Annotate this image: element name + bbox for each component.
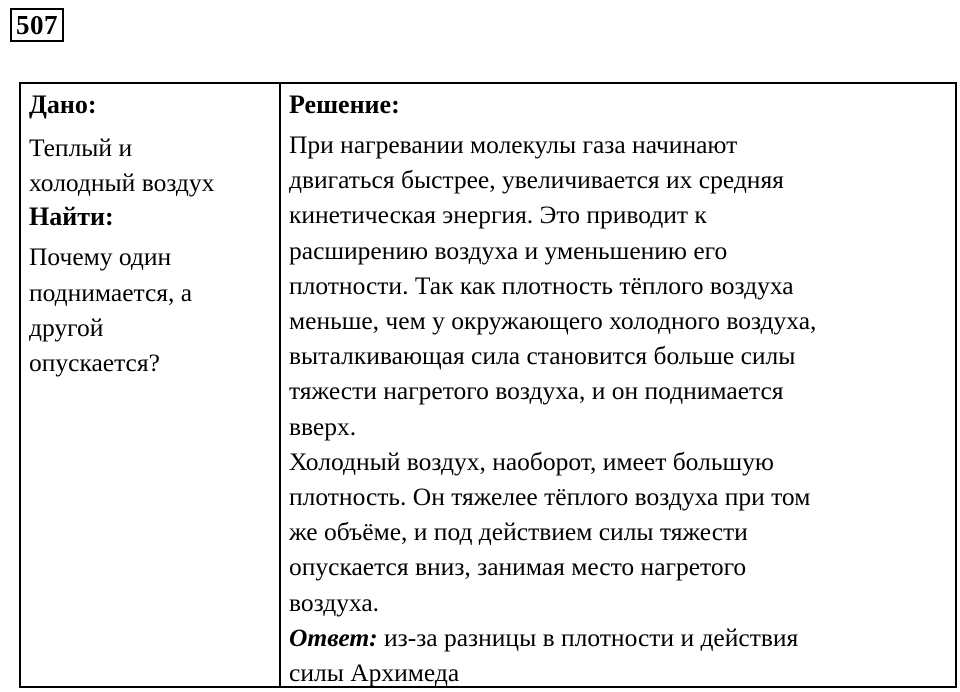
solution-table [19, 82, 957, 688]
solution-line: Холодный воздух, наоборот, имеет большую [289, 446, 774, 476]
given-text [29, 130, 273, 200]
find-heading: Найти: [29, 202, 114, 232]
solution-line: же объёме, и под действием силы тяжести [289, 517, 748, 547]
solution-line: плотности. Так как плотность тёплого воздуха [289, 270, 794, 300]
find-line: опускается? [29, 348, 160, 378]
solution-line: кинетическая энергия. Это приводит к [289, 200, 707, 230]
solution-heading: Решение: [289, 90, 400, 119]
solution-line: меньше, чем у окружающего холодного воздуха, [289, 306, 817, 336]
solution-line: двигаться быстрее, увеличивается их средняя [289, 165, 784, 195]
problem-number: 507 [10, 8, 64, 42]
answer-line [289, 620, 949, 655]
find-line: поднимается, а [29, 277, 193, 307]
find-text [29, 239, 273, 380]
solution-line: тяжести нагретого воздуха, и он поднимается [289, 376, 784, 406]
answer-text: из-за разницы в плотности и действия [377, 622, 799, 652]
solution-line: опускается вниз, занимая место нагретого [289, 552, 747, 582]
solution-column [281, 84, 955, 686]
solution-line: воздуха. [289, 587, 380, 617]
solution-line: расширению воздуха и уменьшению его [289, 235, 728, 265]
given-line: холодный воздух [29, 168, 215, 198]
solution-line: плотность. Он тяжелее тёплого воздуха при том [289, 482, 811, 512]
solution-line: вверх. [289, 411, 357, 441]
solution-line: выталкивающая сила становится больше силы [289, 341, 796, 371]
solution-line: При нагревании молекулы газа начинают [289, 130, 738, 159]
answer-label: Ответ: [289, 622, 378, 652]
find-line: другой [29, 312, 104, 342]
given-heading: Дано: [29, 90, 97, 119]
find-line: Почему один [29, 242, 172, 272]
solution-body [289, 127, 949, 690]
given-column [21, 84, 281, 686]
answer-line-continued: силы Архимеда [289, 658, 460, 688]
given-line: Теплый и [29, 133, 133, 162]
